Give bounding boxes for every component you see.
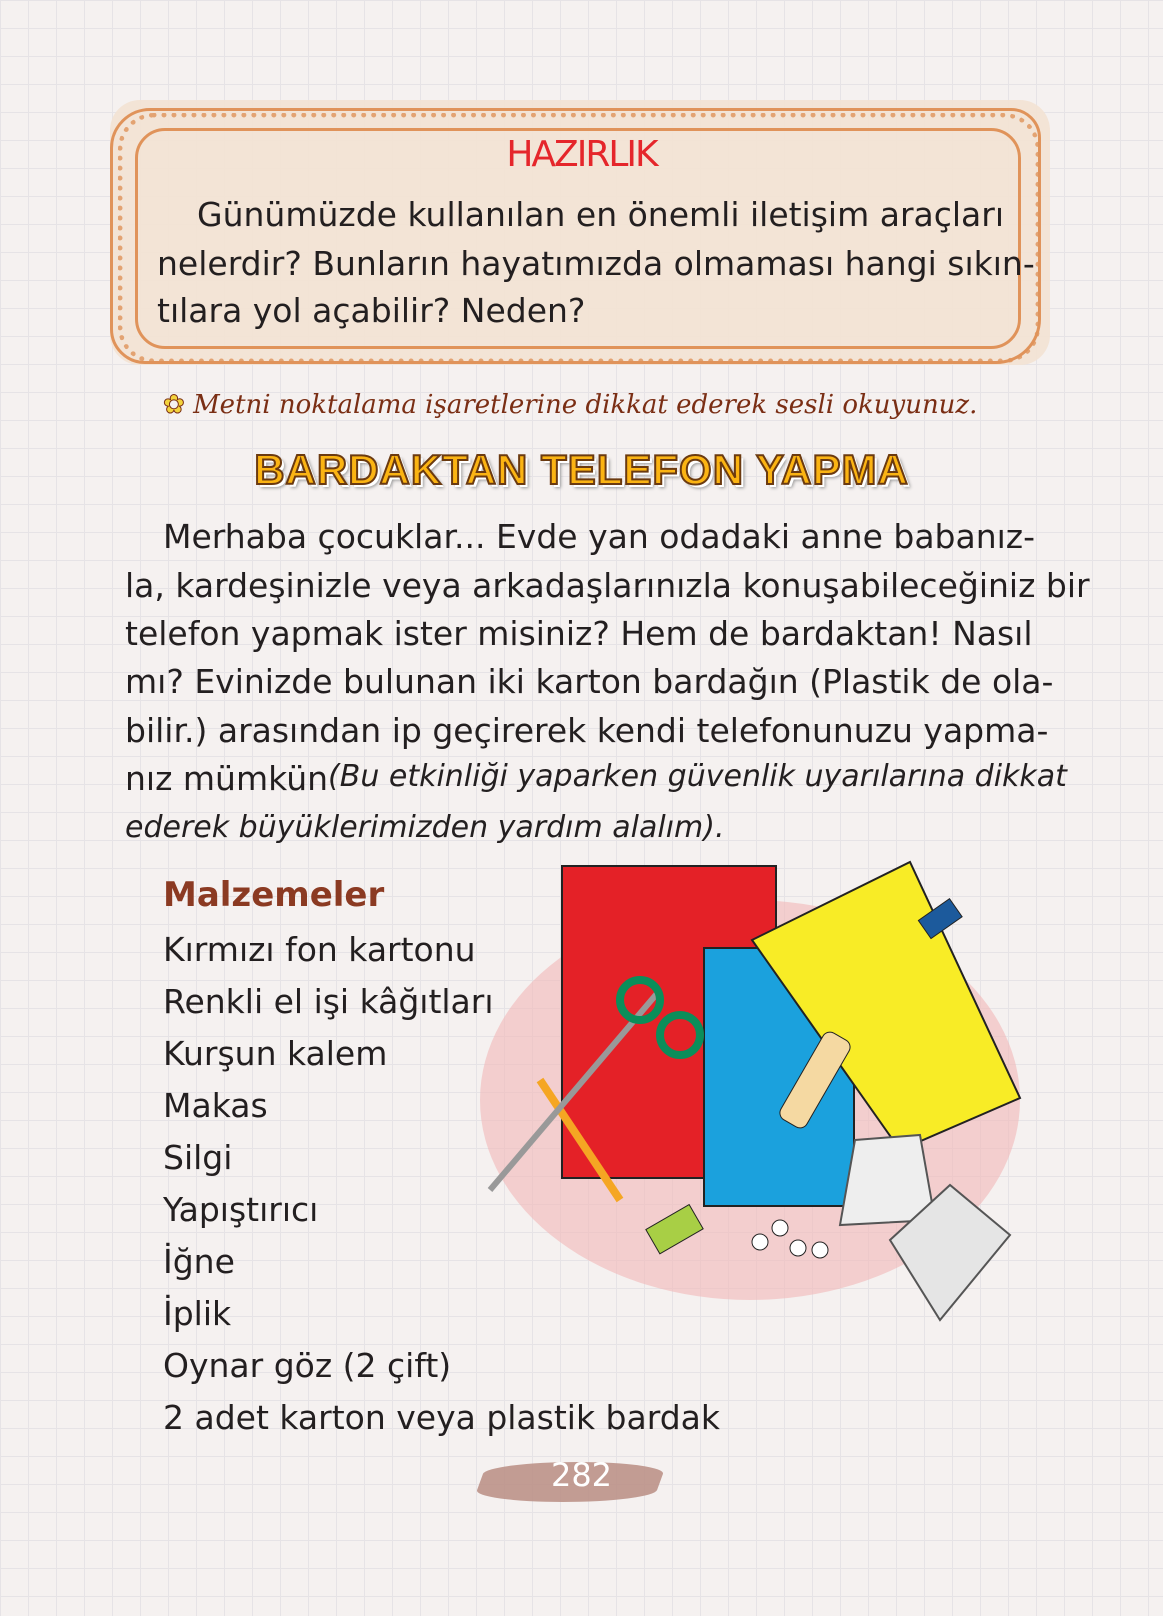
- material-item: İğne: [163, 1242, 235, 1281]
- material-item: İplik: [163, 1294, 232, 1333]
- material-item: Yapıştırıcı: [163, 1190, 319, 1229]
- body-line: bilir.) arasından ip geçirerek kendi telefonunuzu yapma-: [125, 711, 1049, 750]
- material-item: Oynar göz (2 çift): [163, 1346, 452, 1385]
- page-number: 282: [550, 1456, 613, 1494]
- safety-note: (Bu etkinliği yaparken güvenlik uyarılarına dikkat: [328, 759, 1067, 794]
- flower-icon: ✿: [163, 390, 185, 420]
- googly-eye: [812, 1242, 828, 1258]
- material-item: Kırmızı fon kartonu: [163, 930, 476, 969]
- material-item: Kurşun kalem: [163, 1034, 388, 1073]
- materials-heading: Malzemeler: [163, 875, 385, 915]
- safety-note: ederek büyüklerimizden yardım alalım).: [125, 810, 725, 845]
- preparation-line: nelerdir? Bunların hayatımızda olmaması hangi sıkın-: [157, 244, 1035, 283]
- googly-eye: [752, 1234, 768, 1250]
- material-item: Renkli el işi kâğıtları: [163, 982, 494, 1021]
- preparation-line: tılara yol açabilir? Neden?: [157, 291, 586, 330]
- body-text: nız mümkün: [125, 759, 329, 798]
- body-line: la, kardeşinizle veya arkadaşlarınızla konuşabileceğiniz bir: [125, 566, 1090, 605]
- text-title: BARDAKTAN TELEFON YAPMA: [254, 446, 909, 493]
- material-item: Silgi: [163, 1138, 233, 1177]
- preparation-line: Günümüzde kullanılan en önemli iletişim araçları: [197, 195, 1005, 234]
- googly-eye: [772, 1220, 788, 1236]
- preparation-title: HAZIRLIK: [506, 134, 657, 175]
- body-line: telefon yapmak ister misiniz? Hem de bardaktan! Nasıl: [125, 614, 1033, 653]
- body-line: [125, 759, 1067, 798]
- body-line: mı? Evinizde bulunan iki karton bardağın (Plastik de ola-: [125, 662, 1054, 701]
- material-item: Makas: [163, 1086, 268, 1125]
- body-line: Merhaba çocuklar... Evde yan odadaki anne babanız-: [163, 517, 1036, 556]
- material-item: 2 adet karton veya plastik bardak: [163, 1398, 720, 1437]
- reading-instruction: ✿ Metni noktalama işaretlerine dikkat ederek sesli okuyunuz.: [163, 390, 978, 420]
- craft-materials-illustration: [470, 850, 1040, 1340]
- googly-eye: [790, 1240, 806, 1256]
